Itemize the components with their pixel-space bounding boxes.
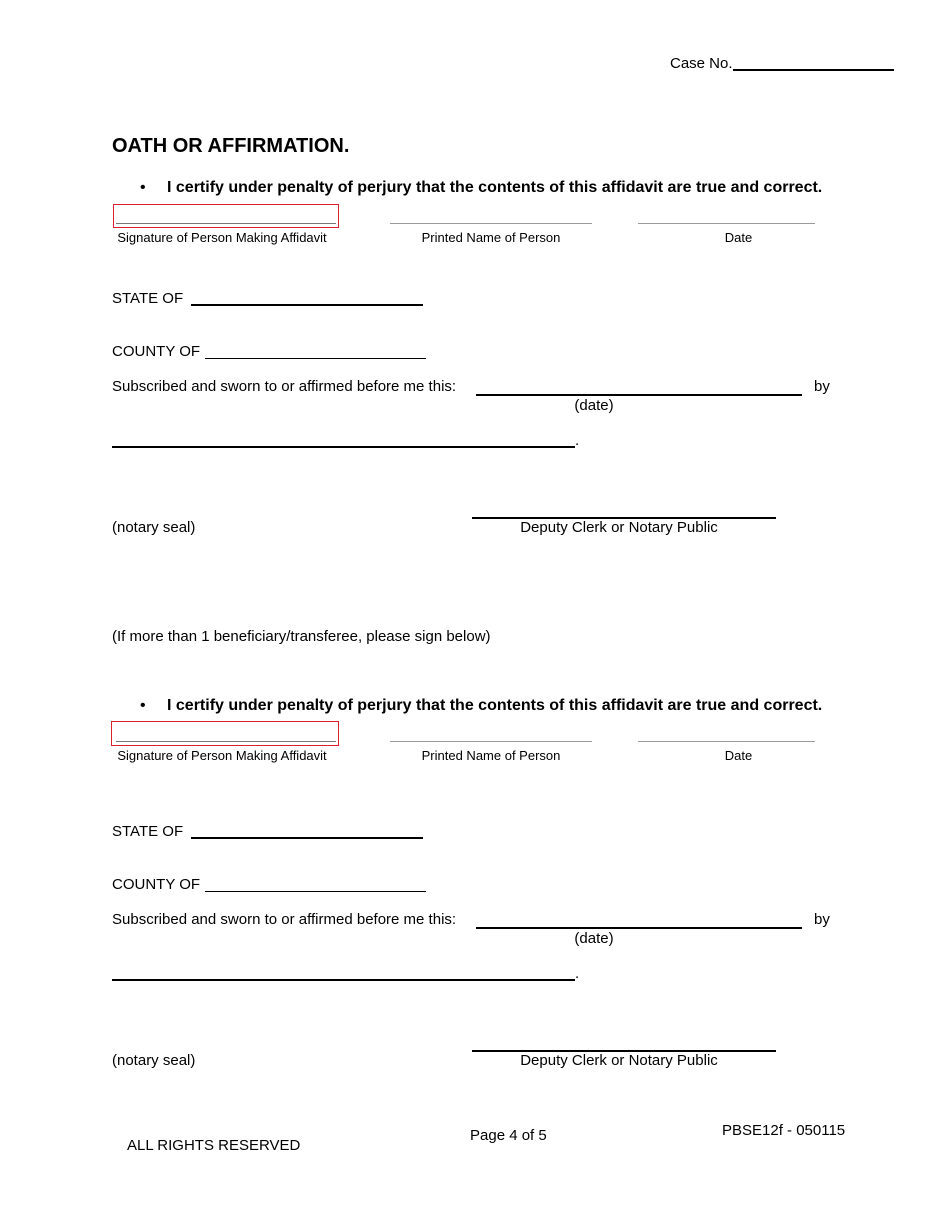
county-line xyxy=(205,891,426,892)
bullet-icon: • xyxy=(140,697,146,714)
page-title: OATH OR AFFIRMATION. xyxy=(112,135,350,157)
rights-reserved: ALL RIGHTS RESERVED xyxy=(127,1137,301,1154)
state-label: STATE OF xyxy=(112,290,184,307)
subscribed-text: Subscribed and sworn to or affirmed before me this: xyxy=(112,911,457,928)
signature-field[interactable] xyxy=(111,721,339,746)
clerk-label: Deputy Clerk or Notary Public xyxy=(520,1052,718,1069)
date-label: Date xyxy=(724,230,753,245)
bullet-icon: • xyxy=(140,179,146,196)
by-text: by xyxy=(814,911,830,928)
subscribed-text: Subscribed and sworn to or affirmed before me this: xyxy=(112,378,457,395)
state-line xyxy=(191,837,423,839)
county-label: COUNTY OF xyxy=(112,343,201,360)
date-caption: (date) xyxy=(574,930,614,947)
signature-line xyxy=(116,223,336,224)
date-label: Date xyxy=(724,748,753,763)
subscribed-date-line xyxy=(476,394,802,396)
state-label: STATE OF xyxy=(112,823,184,840)
printed-name-label: Printed Name of Person xyxy=(421,230,561,245)
signature-line xyxy=(116,741,336,742)
state-line xyxy=(191,304,423,306)
page-number: Page 4 of 5 xyxy=(470,1127,547,1144)
subscribed-date-line xyxy=(476,927,802,929)
county-line xyxy=(205,358,426,359)
sworn-by-name-line xyxy=(112,979,575,981)
signature-label: Signature of Person Making Affidavit xyxy=(117,748,327,763)
date-caption: (date) xyxy=(574,397,614,414)
case-number-line xyxy=(733,69,894,71)
date-line xyxy=(638,223,815,224)
signature-field[interactable] xyxy=(113,204,339,228)
sworn-by-name-line xyxy=(112,446,575,448)
signature-label: Signature of Person Making Affidavit xyxy=(117,230,327,245)
notary-seal-label: (notary seal) xyxy=(112,1052,196,1069)
case-number-label: Case No. xyxy=(670,55,733,72)
form-id: PBSE12f - 050115 xyxy=(722,1122,846,1139)
certify-statement: I certify under penalty of perjury that the contents of this affidavit are true and correct. xyxy=(167,179,823,196)
clerk-label: Deputy Clerk or Notary Public xyxy=(520,519,718,536)
beneficiary-note: (If more than 1 beneficiary/transferee, please sign below) xyxy=(112,628,491,645)
notary-seal-label: (notary seal) xyxy=(112,519,196,536)
printed-name-line xyxy=(390,741,592,742)
printed-name-line xyxy=(390,223,592,224)
period-mark: . xyxy=(575,432,580,449)
by-text: by xyxy=(814,378,830,395)
date-line xyxy=(638,741,815,742)
county-label: COUNTY OF xyxy=(112,876,201,893)
period-mark: . xyxy=(575,965,580,982)
certify-statement: I certify under penalty of perjury that the contents of this affidavit are true and correct. xyxy=(167,697,823,714)
printed-name-label: Printed Name of Person xyxy=(421,748,561,763)
